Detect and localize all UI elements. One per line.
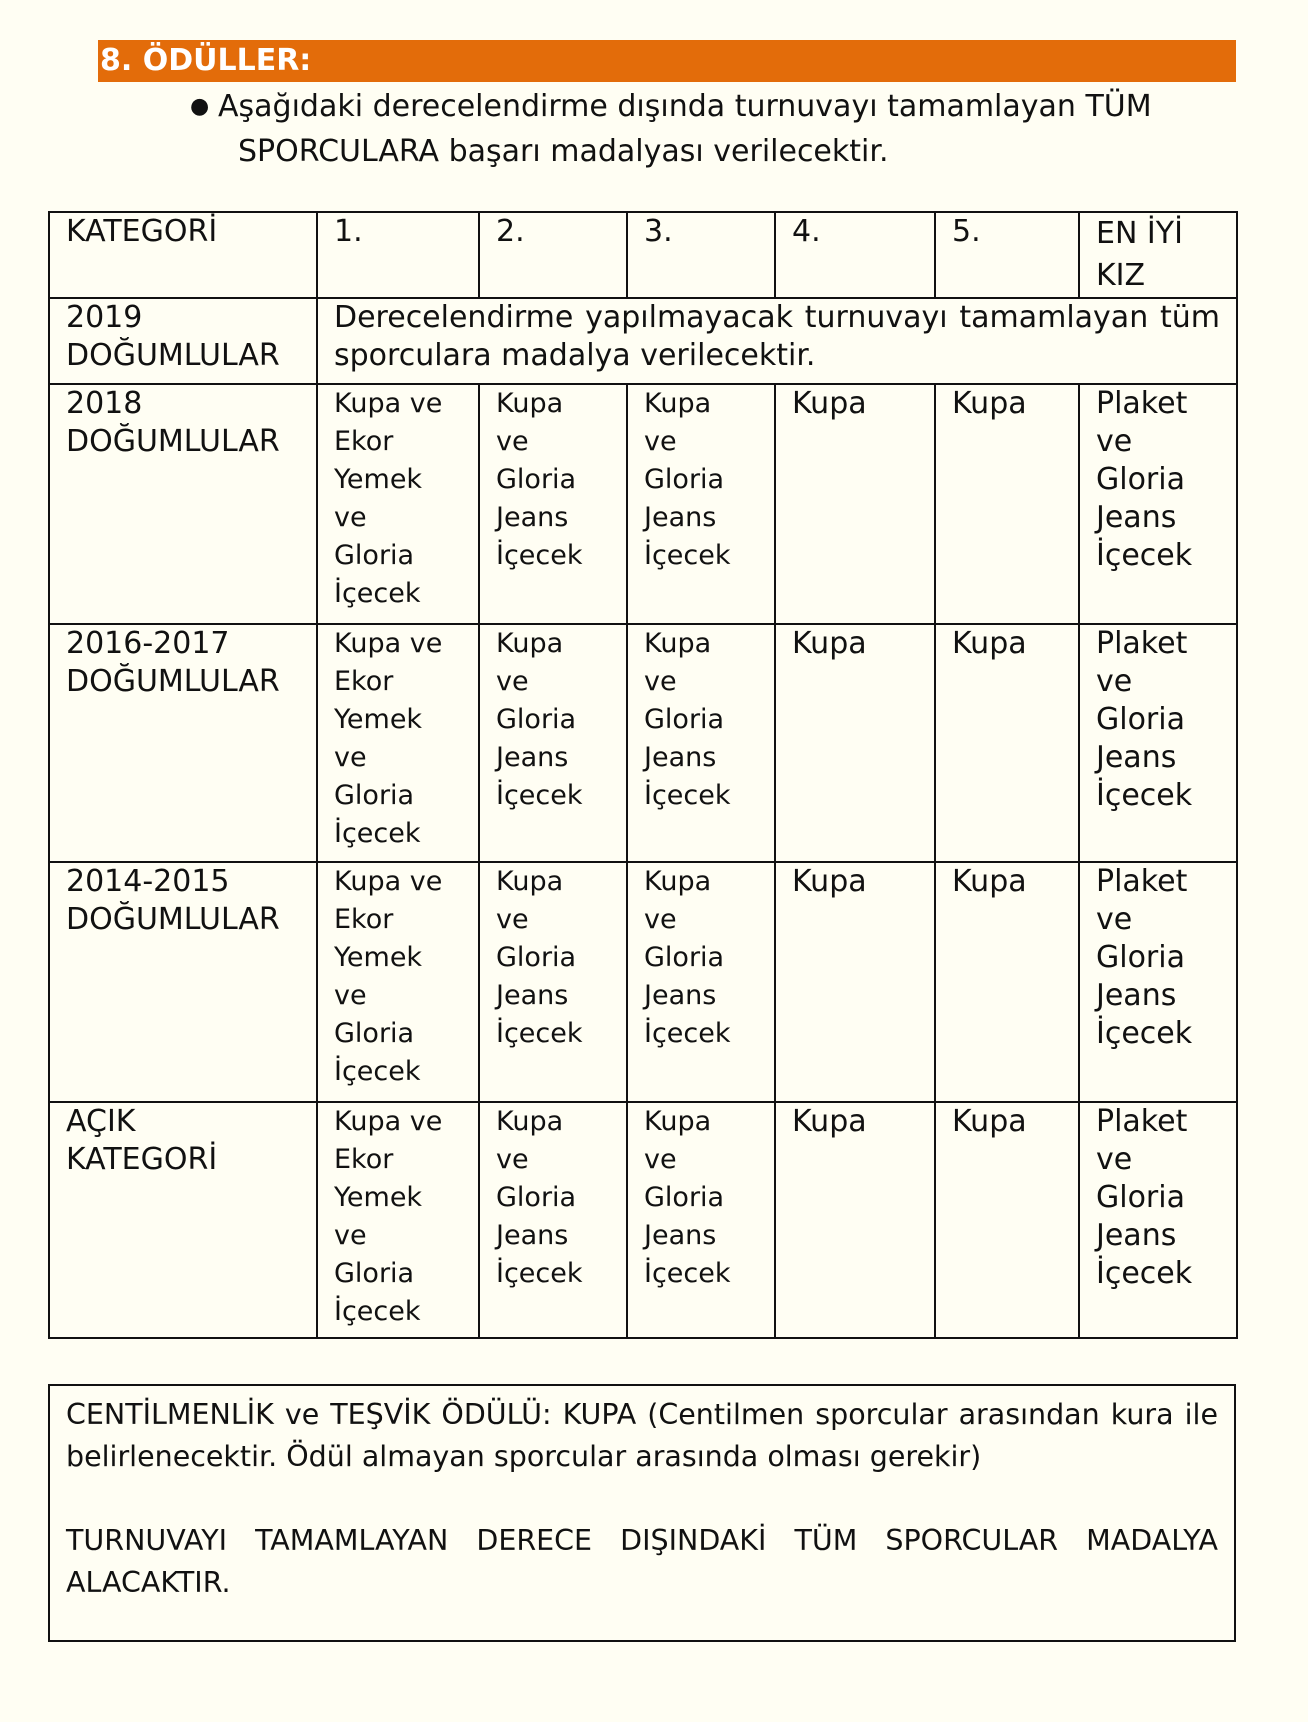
row-category: AÇIK KATEGORİ xyxy=(49,1102,317,1338)
table-row xyxy=(49,862,1237,1102)
award-second: Kupa ve Gloria Jeans İçecek xyxy=(479,862,627,1102)
header-fifth: 5. xyxy=(935,212,1079,298)
award-fourth: Kupa xyxy=(775,384,935,624)
table-row xyxy=(49,298,1237,384)
award-fourth: Kupa xyxy=(775,862,935,1102)
award-second: Kupa ve Gloria Jeans İçecek xyxy=(479,1102,627,1338)
award-third: Kupa ve Gloria Jeans İçecek xyxy=(627,384,775,624)
award-first: Kupa ve Ekor Yemek ve Gloria İçecek xyxy=(317,1102,479,1338)
award-first: Kupa ve Ekor Yemek ve Gloria İçecek xyxy=(317,384,479,624)
awards-table xyxy=(48,211,1238,1339)
award-third: Kupa ve Gloria Jeans İçecek xyxy=(627,624,775,862)
table-row xyxy=(49,384,1237,624)
award-fourth: Kupa xyxy=(775,624,935,862)
award-third: Kupa ve Gloria Jeans İçecek xyxy=(627,1102,775,1338)
section-title: 8. ÖDÜLLER: xyxy=(98,40,1236,82)
award-best-girl: Plaket ve Gloria Jeans İçecek xyxy=(1079,624,1237,862)
table-header-row xyxy=(49,212,1237,298)
row-category: 2018 DOĞUMLULAR xyxy=(49,384,317,624)
header-fourth: 4. xyxy=(775,212,935,298)
bullet-note xyxy=(190,84,1240,174)
award-fifth: Kupa xyxy=(935,384,1079,624)
row-2019-note: Derecelendirme yapılmayacak turnuvayı tamamlayan tüm sporculara madalya verilecektir. xyxy=(317,298,1237,384)
medal-notice-text: TURNUVAYI TAMAMLAYAN DERECE DIŞINDAKİ TÜM SPORCULAR MADALYA ALACAKTIR. xyxy=(66,1524,1218,1599)
bullet-line-2: SPORCULARA başarı madalyası verilecektir. xyxy=(238,134,889,169)
award-first: Kupa ve Ekor Yemek ve Gloria İçecek xyxy=(317,624,479,862)
row-category: 2016-2017 DOĞUMLULAR xyxy=(49,624,317,862)
award-first: Kupa ve Ekor Yemek ve Gloria İçecek xyxy=(317,862,479,1102)
award-best-girl: Plaket ve Gloria Jeans İçecek xyxy=(1079,1102,1237,1338)
award-best-girl: Plaket ve Gloria Jeans İçecek xyxy=(1079,384,1237,624)
bullet-dot-icon: ● xyxy=(190,94,210,119)
row-category: 2014-2015 DOĞUMLULAR xyxy=(49,862,317,1102)
header-best-girl: EN İYİ KIZ xyxy=(1079,212,1237,298)
award-fifth: Kupa xyxy=(935,1102,1079,1338)
table-row xyxy=(49,624,1237,862)
award-fourth: Kupa xyxy=(775,1102,935,1338)
bullet-line-1: Aşağıdaki derecelendirme dışında turnuvayı tamamlayan TÜM xyxy=(218,89,1152,124)
header-category: KATEGORİ xyxy=(49,212,317,298)
sportsmanship-award-text: CENTİLMENLİK ve TEŞVİK ÖDÜLÜ: KUPA (Centilmen sporcular arasından kura ile belirlenecektir. Ödül almayan sporcular arasında olması gerekir) xyxy=(66,1398,1218,1473)
award-second: Kupa ve Gloria Jeans İçecek xyxy=(479,624,627,862)
award-best-girl: Plaket ve Gloria Jeans İçecek xyxy=(1079,862,1237,1102)
header-first: 1. xyxy=(317,212,479,298)
header-third: 3. xyxy=(627,212,775,298)
row-category: 2019 DOĞUMLULAR xyxy=(49,298,317,384)
table-row xyxy=(49,1102,1237,1338)
sportsmanship-note-box xyxy=(48,1384,1236,1642)
award-third: Kupa ve Gloria Jeans İçecek xyxy=(627,862,775,1102)
header-second: 2. xyxy=(479,212,627,298)
award-second: Kupa ve Gloria Jeans İçecek xyxy=(479,384,627,624)
award-fifth: Kupa xyxy=(935,624,1079,862)
award-fifth: Kupa xyxy=(935,862,1079,1102)
